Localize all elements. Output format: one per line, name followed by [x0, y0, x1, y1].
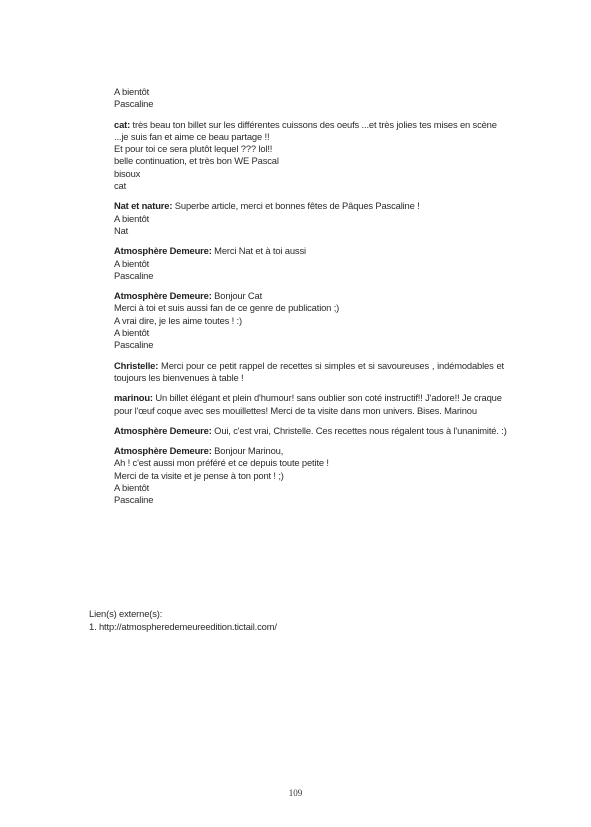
comment-line	[114, 392, 504, 417]
links-heading: Lien(s) externe(s):	[89, 608, 163, 619]
comments-section	[114, 86, 507, 515]
comment-line: belle continuation, et très bon WE Pascal	[114, 155, 279, 167]
comment-3	[114, 245, 504, 282]
comment-line: A bientôt	[114, 327, 150, 339]
comment-line: A bientôt	[114, 86, 150, 97]
comment-line: cat	[114, 180, 127, 192]
comment-line: Ah ! c'est aussi mon préféré et ce depuis toute petite !	[114, 457, 329, 469]
comment-author: Nat et nature:	[114, 200, 173, 212]
comment-2	[114, 200, 504, 237]
comment-line: Merci à toi et suis aussi fan de ce genre de publication ;)	[114, 302, 340, 314]
comment-1	[114, 119, 504, 193]
comment-0	[114, 86, 504, 111]
comment-line: A vrai dire, je les aime toutes ! :)	[114, 314, 242, 326]
comment-line	[114, 119, 504, 144]
external-links	[89, 608, 277, 633]
comment-text: Un billet élégant et plein d'humour! sans oublier son coté instructif!! J'adore!! Je craque pour l'œuf coque avec ses mouillettes! Merci de ta visite dans mon univers. Bises. Marinou	[114, 392, 502, 416]
comment-line: Merci de ta visite et je pense à ton pont ! ;)	[114, 469, 284, 481]
comment-line	[114, 360, 504, 385]
comment-line	[114, 424, 507, 437]
comment-text: Bonjour Cat	[214, 290, 263, 302]
comment-line	[114, 290, 504, 302]
comment-5	[114, 360, 504, 385]
comment-text: Merci Nat et à toi aussi	[214, 245, 306, 257]
comment-text: Superbe article, merci et bonnes fêtes de Pâques Pascaline !	[174, 200, 420, 212]
external-link[interactable]: 1. http://atmospheredemeureedition.tictail.com/	[89, 620, 277, 632]
comment-line: Et pour toi ce sera plutôt lequel ??? lol!!	[114, 143, 273, 155]
comment-line: bisoux	[114, 167, 141, 179]
comment-line	[114, 245, 504, 257]
comment-author: Atmosphère Demeure:	[114, 445, 212, 457]
page-number: 109	[288, 788, 303, 798]
comment-author: Atmosphère Demeure:	[114, 424, 212, 436]
comment-4	[114, 290, 504, 351]
comment-8	[114, 445, 504, 506]
comment-7	[114, 424, 507, 437]
comment-line: A bientôt	[114, 212, 150, 224]
comment-line: Pascaline	[114, 269, 154, 281]
comment-line: Pascaline	[114, 98, 154, 110]
comment-line: Nat	[114, 224, 129, 236]
comment-6	[114, 392, 504, 417]
comment-author: Atmosphère Demeure:	[114, 290, 212, 302]
comment-author: marinou:	[114, 392, 153, 404]
comment-line: Pascaline	[114, 339, 154, 351]
comment-line	[114, 200, 504, 212]
comment-text: très beau ton billet sur les différentes cuissons des oeufs ...et très jolies tes mises en scène ...je suis fan et aime ce beau partage !!	[114, 118, 497, 142]
comment-line: A bientôt	[114, 257, 150, 269]
comment-text: Oui, c'est vrai, Christelle. Ces recettes nous régalent tous à l'unanimité. :)	[214, 424, 507, 436]
comment-line: A bientôt	[114, 482, 150, 494]
comment-author: Christelle:	[114, 359, 159, 371]
comment-author: cat:	[114, 118, 131, 130]
comment-line: Pascaline	[114, 494, 154, 506]
comment-line	[114, 445, 504, 457]
comment-text: Bonjour Marinou,	[214, 445, 284, 457]
comment-text: Merci pour ce petit rappel de recettes si simples et si savoureuses , indémodables et toujours les bienvenues à table !	[114, 359, 504, 383]
comment-author: Atmosphère Demeure:	[114, 245, 212, 257]
